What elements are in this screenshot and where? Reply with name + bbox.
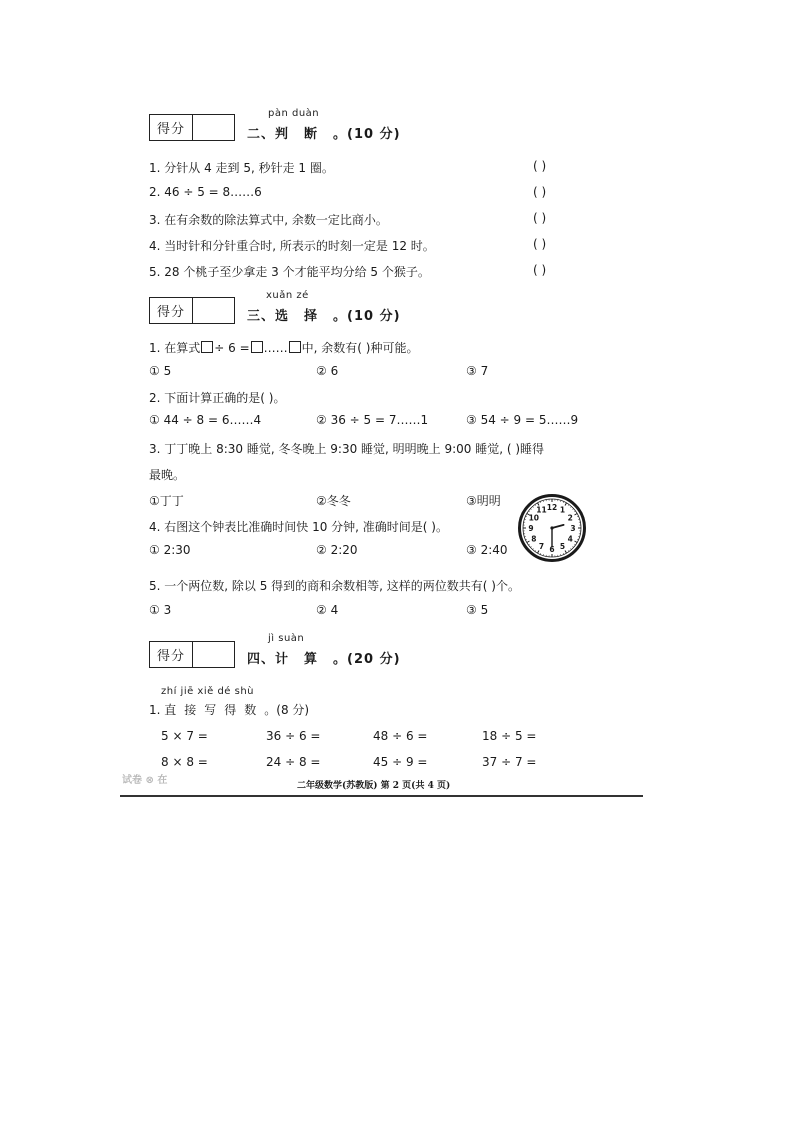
blank-box[interactable] — [201, 341, 213, 353]
section-name: 计算 — [275, 652, 334, 667]
section-points: 。(10 分) — [333, 309, 401, 324]
choose-q2-option-2[interactable]: ② 36 ÷ 5 = 7……1 — [316, 413, 429, 427]
calc-item: 8 × 8 = — [161, 755, 208, 769]
score-label: 得分 — [150, 642, 193, 667]
subsection-points: 。(8 分) — [264, 703, 310, 717]
judge-question-5: 5. 28 个桃子至少拿走 3 个才能平均分给 5 个猴子。 — [149, 265, 430, 279]
clock-number: 5 — [559, 541, 566, 551]
subsection-number: 1. — [149, 703, 161, 717]
clock-number: 9 — [528, 523, 534, 533]
clock-number: 10 — [528, 513, 540, 523]
blank-box[interactable] — [251, 341, 263, 353]
calc-item: 37 ÷ 7 = — [482, 755, 537, 769]
choose-q5-option-3[interactable]: ③ 5 — [466, 603, 489, 617]
question-text: 1. 在算式 — [149, 341, 201, 355]
choose-question-3: 3. 丁丁晚上 8:30 睡觉, 冬冬晚上 9:30 睡觉, 明明晚上 9:00 睡觉, ( )睡得 — [149, 442, 545, 456]
section-name: 判断 — [275, 127, 334, 142]
question-text: …… — [263, 341, 288, 355]
clock-number: 1 — [559, 505, 566, 515]
judge-answer-5[interactable]: ( ) — [533, 263, 547, 277]
choose-q1-option-2[interactable]: ② 6 — [316, 364, 339, 378]
choose-q3-option-2[interactable]: ②冬冬 — [316, 494, 351, 508]
clock-figure — [517, 493, 587, 563]
clock-center — [550, 526, 553, 529]
judge-question-2: 2. 46 ÷ 5 = 8……6 — [149, 185, 262, 199]
choose-question-1 — [149, 339, 418, 356]
score-box-calc — [149, 641, 235, 668]
section-pinyin: jì suàn — [268, 633, 305, 644]
scan-smudge: 试卷 ⊗ 在 — [122, 775, 168, 786]
score-blank[interactable] — [193, 298, 234, 323]
subsection-name: 直接写得数 — [164, 703, 265, 717]
judge-question-3: 3. 在有余数的除法算式中, 余数一定比商小。 — [149, 213, 388, 227]
clock-number: 11 — [536, 505, 547, 515]
judge-question-4: 4. 当时针和分针重合时, 所表示的时刻一定是 12 时。 — [149, 239, 435, 253]
choose-question-2: 2. 下面计算正确的是( )。 — [149, 391, 286, 405]
calc-item: 36 ÷ 6 = — [266, 729, 321, 743]
section-title-judge — [247, 123, 401, 142]
calc-item: 5 × 7 = — [161, 729, 208, 743]
choose-q5-option-1[interactable]: ① 3 — [149, 603, 172, 617]
section-number: 四、 — [247, 652, 276, 667]
choose-q1-option-3[interactable]: ③ 7 — [466, 364, 489, 378]
choose-q4-option-2[interactable]: ② 2:20 — [316, 543, 358, 557]
section-name: 选择 — [275, 309, 334, 324]
blank-box[interactable] — [289, 341, 301, 353]
judge-question-1: 1. 分针从 4 走到 5, 秒针走 1 圈。 — [149, 161, 334, 175]
question-text: 中, 余数有( )种可能。 — [301, 341, 419, 355]
choose-q3-option-1[interactable]: ①丁丁 — [149, 494, 184, 508]
clock-number: 3 — [570, 523, 576, 533]
section-title-calc — [247, 648, 401, 667]
section-number: 二、 — [247, 127, 276, 142]
section-pinyin: pàn duàn — [268, 108, 320, 119]
calc-item: 45 ÷ 9 = — [373, 755, 428, 769]
choose-question-5: 5. 一个两位数, 除以 5 得到的商和余数相等, 这样的两位数共有( )个。 — [149, 579, 520, 593]
choose-question-4: 4. 右图这个钟表比准确时间快 10 分钟, 准确时间是( )。 — [149, 520, 448, 534]
score-label: 得分 — [150, 115, 193, 140]
choose-q4-option-1[interactable]: ① 2:30 — [149, 543, 191, 557]
score-box-choose — [149, 297, 235, 324]
calc-item: 24 ÷ 8 = — [266, 755, 321, 769]
calc-item: 18 ÷ 5 = — [482, 729, 537, 743]
judge-answer-2[interactable]: ( ) — [533, 185, 547, 199]
section-title-choose — [247, 305, 401, 324]
clock-number: 2 — [567, 513, 573, 523]
score-blank[interactable] — [193, 115, 234, 140]
question-text: ÷ 6 = — [214, 341, 250, 355]
judge-answer-4[interactable]: ( ) — [533, 237, 547, 251]
score-box-judge — [149, 114, 235, 141]
choose-q4-option-3[interactable]: ③ 2:40 — [466, 543, 508, 557]
clock-number: 8 — [531, 534, 537, 544]
choose-question-3-cont: 最晚。 — [149, 468, 186, 482]
judge-answer-1[interactable]: ( ) — [533, 159, 547, 173]
score-blank[interactable] — [193, 642, 234, 667]
section-points: 。(10 分) — [333, 127, 401, 142]
choose-q1-option-1[interactable]: ① 5 — [149, 364, 172, 378]
choose-q3-option-3[interactable]: ③明明 — [466, 494, 501, 508]
score-label: 得分 — [150, 298, 193, 323]
clock-number: 12 — [546, 502, 558, 512]
clock-number: 7 — [538, 541, 545, 551]
subsection-pinyin: zhí jiē xiě dé shù — [161, 686, 255, 697]
choose-q2-option-3[interactable]: ③ 54 ÷ 9 = 5……9 — [466, 413, 579, 427]
calc-item: 48 ÷ 6 = — [373, 729, 428, 743]
section-pinyin: xuǎn zé — [266, 290, 309, 301]
page-footer: 二年级数学(苏教版) 第 2 页(共 4 页) — [297, 781, 451, 791]
section-points: 。(20 分) — [333, 652, 401, 667]
subsection-title — [149, 701, 309, 718]
footer-divider — [120, 795, 643, 797]
section-number: 三、 — [247, 309, 276, 324]
judge-answer-3[interactable]: ( ) — [533, 211, 547, 225]
clock-number: 4 — [567, 534, 573, 544]
choose-q2-option-1[interactable]: ① 44 ÷ 8 = 6……4 — [149, 413, 262, 427]
clock-number: 6 — [549, 544, 555, 554]
choose-q5-option-2[interactable]: ② 4 — [316, 603, 339, 617]
